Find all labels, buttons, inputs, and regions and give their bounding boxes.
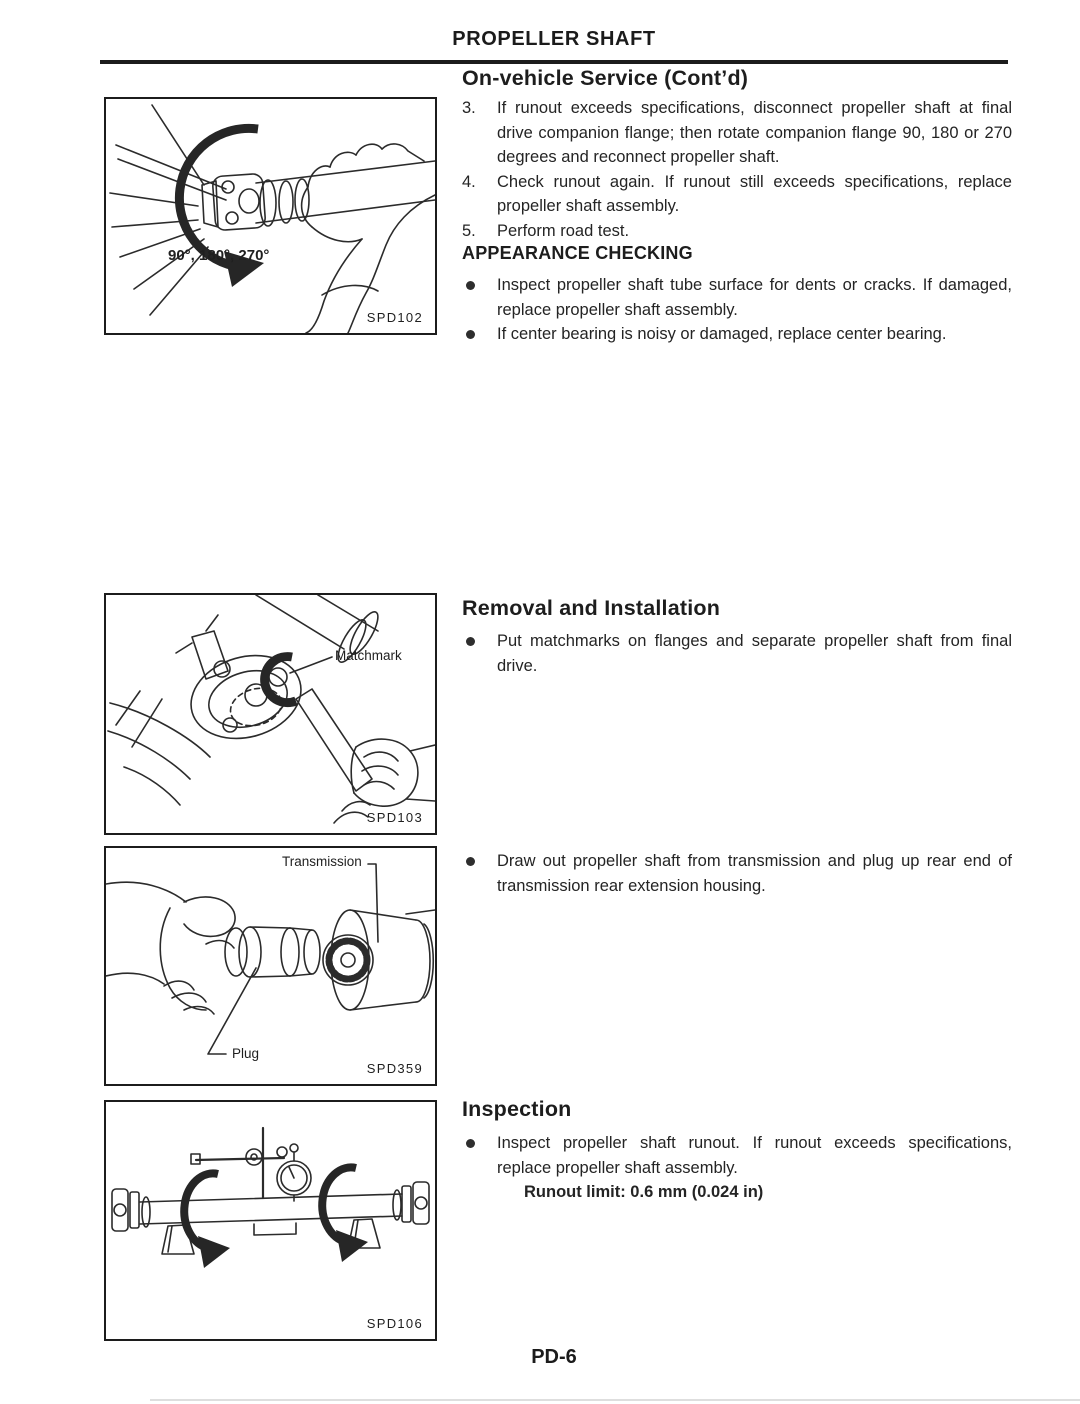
dial-indicator	[191, 1128, 311, 1201]
on-vehicle-steps	[462, 96, 1012, 243]
section-title-removal-installation: Removal and Installation	[462, 596, 721, 620]
rotation-angles-label: 90°, 180°, 270°	[168, 247, 270, 264]
matchmark-label: Matchmark	[335, 648, 402, 663]
figure-matchmark-wrench	[104, 593, 437, 835]
bullet-item	[462, 322, 1012, 347]
hand-gripping-shaft	[302, 144, 435, 333]
removal-bullet-2	[462, 849, 1012, 898]
step-text: If runout exceeds specifications, disconnect propeller shaft at final drive companion flange; then rotate companion flange 90, 180 or 270 degrees and reconnect propeller shaft.	[497, 99, 1012, 166]
hand-holding-plug	[106, 882, 235, 1014]
bullet-text: Inspect propeller shaft tube surface for dents or cracks. If damaged, replace propeller shaft assembly.	[497, 276, 1012, 319]
figure-code: SPD102	[366, 310, 423, 325]
propeller-shaft-assembly	[112, 1182, 429, 1254]
bullet-text: Inspect propeller shaft runout. If runout exceeds specifications, replace propeller shaft assembly.	[497, 1134, 1012, 1177]
bullet-item	[462, 1131, 1012, 1180]
matchmark-leader-line	[290, 657, 332, 673]
rotate-flange-illustration-icon	[106, 99, 435, 333]
transmission-leader-line	[368, 864, 378, 942]
figure-code: SPD103	[366, 810, 423, 825]
bullet-dot-icon	[462, 322, 497, 347]
plug-illustration-icon	[106, 848, 435, 1084]
figure-plug-transmission	[104, 846, 437, 1086]
plug	[225, 927, 320, 977]
bullet-text: If center bearing is noisy or damaged, replace center bearing.	[497, 325, 947, 343]
removal-bullet-1	[462, 629, 1012, 678]
plug-label: Plug	[232, 1046, 260, 1061]
companion-flange	[176, 615, 311, 751]
runout-limit-spec: Runout limit: 0.6 mm (0.024 in)	[524, 1183, 764, 1201]
bullet-text: Put matchmarks on flanges and separate propeller shaft from final drive.	[497, 632, 1012, 675]
transmission-extension-housing	[323, 910, 435, 1010]
appearance-bullets	[462, 273, 1012, 347]
bullet-item	[462, 273, 1012, 322]
bullet-dot-icon	[462, 1131, 497, 1180]
step-4	[462, 170, 1012, 219]
bullet-item	[462, 849, 1012, 898]
figure-runout-check	[104, 1100, 437, 1341]
inspection-bullet	[462, 1131, 1012, 1205]
bullet-dot-icon	[462, 273, 497, 322]
matchmark-illustration-icon	[106, 595, 435, 833]
final-drive-housing	[108, 691, 210, 805]
bullet-dot-icon	[462, 629, 497, 678]
bullet-item	[462, 629, 1012, 678]
step-5	[462, 219, 1012, 244]
bullet-text: Draw out propeller shaft from transmission and plug up rear end of transmission rear extension housing.	[497, 852, 1012, 895]
figure-rotate-flange	[104, 97, 437, 335]
step-number: 3.	[462, 99, 476, 117]
section-title-inspection: Inspection	[462, 1097, 572, 1121]
step-number: 5.	[462, 221, 476, 240]
page-number: PD-6	[531, 1346, 577, 1368]
figure-code: SPD106	[366, 1316, 423, 1331]
section-title-appearance-checking: APPEARANCE CHECKING	[462, 243, 693, 263]
step-text: Check runout again. If runout still exceeds specifications, replace propeller shaft assembly.	[497, 172, 1012, 215]
bullet-dot-icon	[462, 849, 497, 898]
scan-edge-line	[150, 1399, 1080, 1401]
page-title: PROPELLER SHAFT	[452, 28, 656, 50]
header-rule	[100, 60, 1008, 64]
step-number: 4.	[462, 172, 476, 191]
step-text: Perform road test.	[497, 221, 630, 240]
figure-code: SPD359	[366, 1061, 423, 1076]
step-3	[462, 96, 1012, 170]
section-title-on-vehicle-service: On-vehicle Service (Cont’d)	[462, 66, 749, 90]
transmission-label: Transmission	[282, 854, 362, 869]
runout-illustration-icon	[106, 1102, 435, 1339]
plug-leader-line	[208, 968, 256, 1054]
